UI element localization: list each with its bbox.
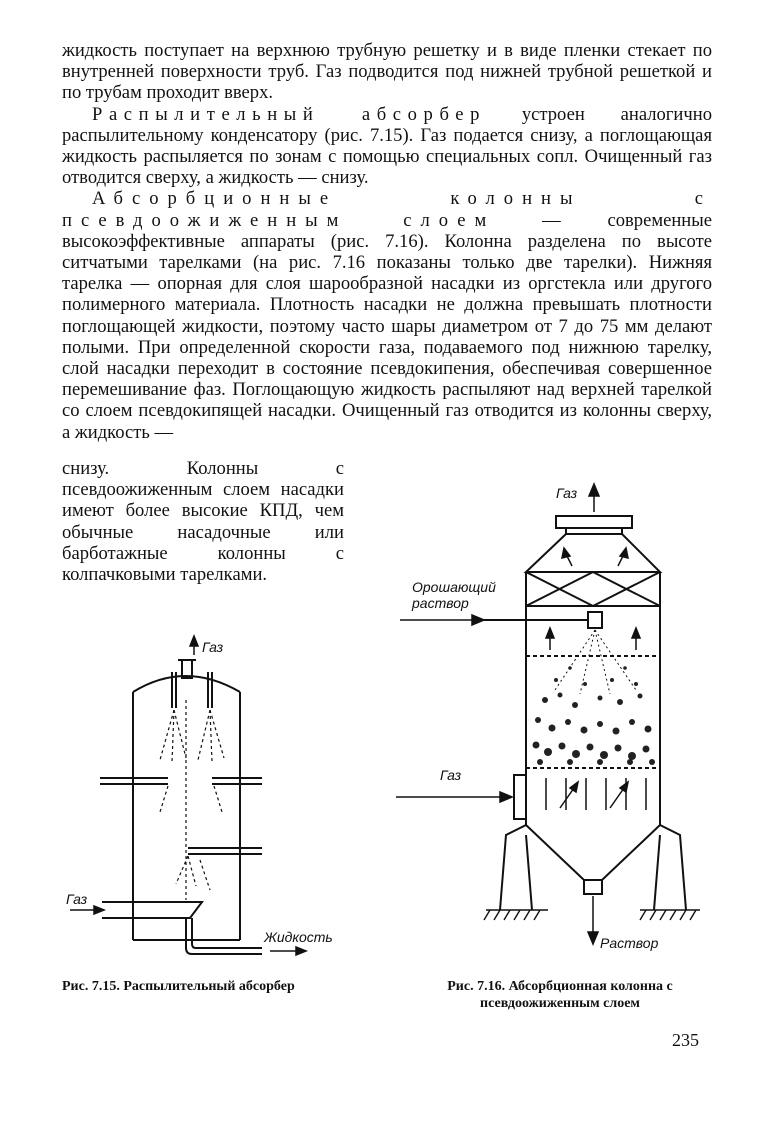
label-spray-line2: раствор [412, 595, 469, 611]
term-spray-absorber: Распылительный абсорбер [92, 103, 487, 125]
label-gas-top-7-15: Газ [202, 639, 224, 655]
main-text [62, 40, 712, 443]
caption-7-16-line1: Рис. 7.16. Абсорбционная колонна с [447, 979, 673, 994]
paragraph-spray-absorber [62, 104, 712, 189]
label-gas-left-7-16: Газ [440, 767, 462, 783]
paragraph-continuation [62, 458, 344, 585]
label-solution-7-16: Раствор [600, 935, 659, 951]
page-number: 235 [672, 1030, 699, 1050]
caption-7-16-line2: псевдоожиженным слоем [480, 996, 640, 1011]
paragraph-fluidized-column [62, 188, 712, 442]
text-continuation: снизу. Колонны с псевдоожиженным слоем насадки имеют более высокие КПД, чем обычные насадочные или барботажные колонны с колпачковыми тарелками. [62, 458, 344, 586]
caption-figure-7-15: Рис. 7.15. Распылительный абсорбер [62, 979, 295, 994]
label-spray-line1: Орошающий [412, 579, 496, 595]
caption-figure-7-16 [410, 978, 710, 1012]
label-gas-top-7-16: Газ [556, 485, 578, 501]
text-spray-absorber: устроен аналогично распылительному конденсатору (рис. 7.15). Газ подается снизу, а поглощающая жидкость распыляется по зонам с помощью специальных сопл. Очищенный газ отводится сверху, а жидкость — снизу. [62, 103, 712, 189]
term-fluidized-column: Абсорбционные колонны с псевдоожиженным слоем [62, 188, 712, 231]
paragraph-intro: жидкость поступает на верхнюю трубную решетку и в виде пленки стекает по внутренней поверхности труб. Газ подводится под нижней трубной решеткой и по трубам проходит вверх. [62, 40, 712, 104]
label-liquid-7-15: Жидкость [264, 929, 333, 945]
label-gas-left-7-15: Газ [66, 891, 88, 907]
text-fluidized-column: — современные высокоэффективные аппараты (рис. 7.16). Колонна разделена по высоте ситчатыми тарелками (на рис. 7.16 показаны только две тарелки). Нижняя тарелка — опорная для слоя шарообразной насадки из оргстекла или другого полимерного материала. Плотность насадки не должна превышать плотности поглощающей жидкости, поэтому часто шары диаметром от 7 до 75 мм делают полыми. При определенной скорости газа, подаваемого под нижнюю тарелку, слой насадки переходит в состояние псевдокипения, обеспечивая совершенное перемешивание фаз. Поглощающую жидкость распыляют над верхней тарелкой со слоем псевдокипящей насадки. Очищенный газ отводится из колонны сверху, а жидкость — [62, 209, 712, 443]
